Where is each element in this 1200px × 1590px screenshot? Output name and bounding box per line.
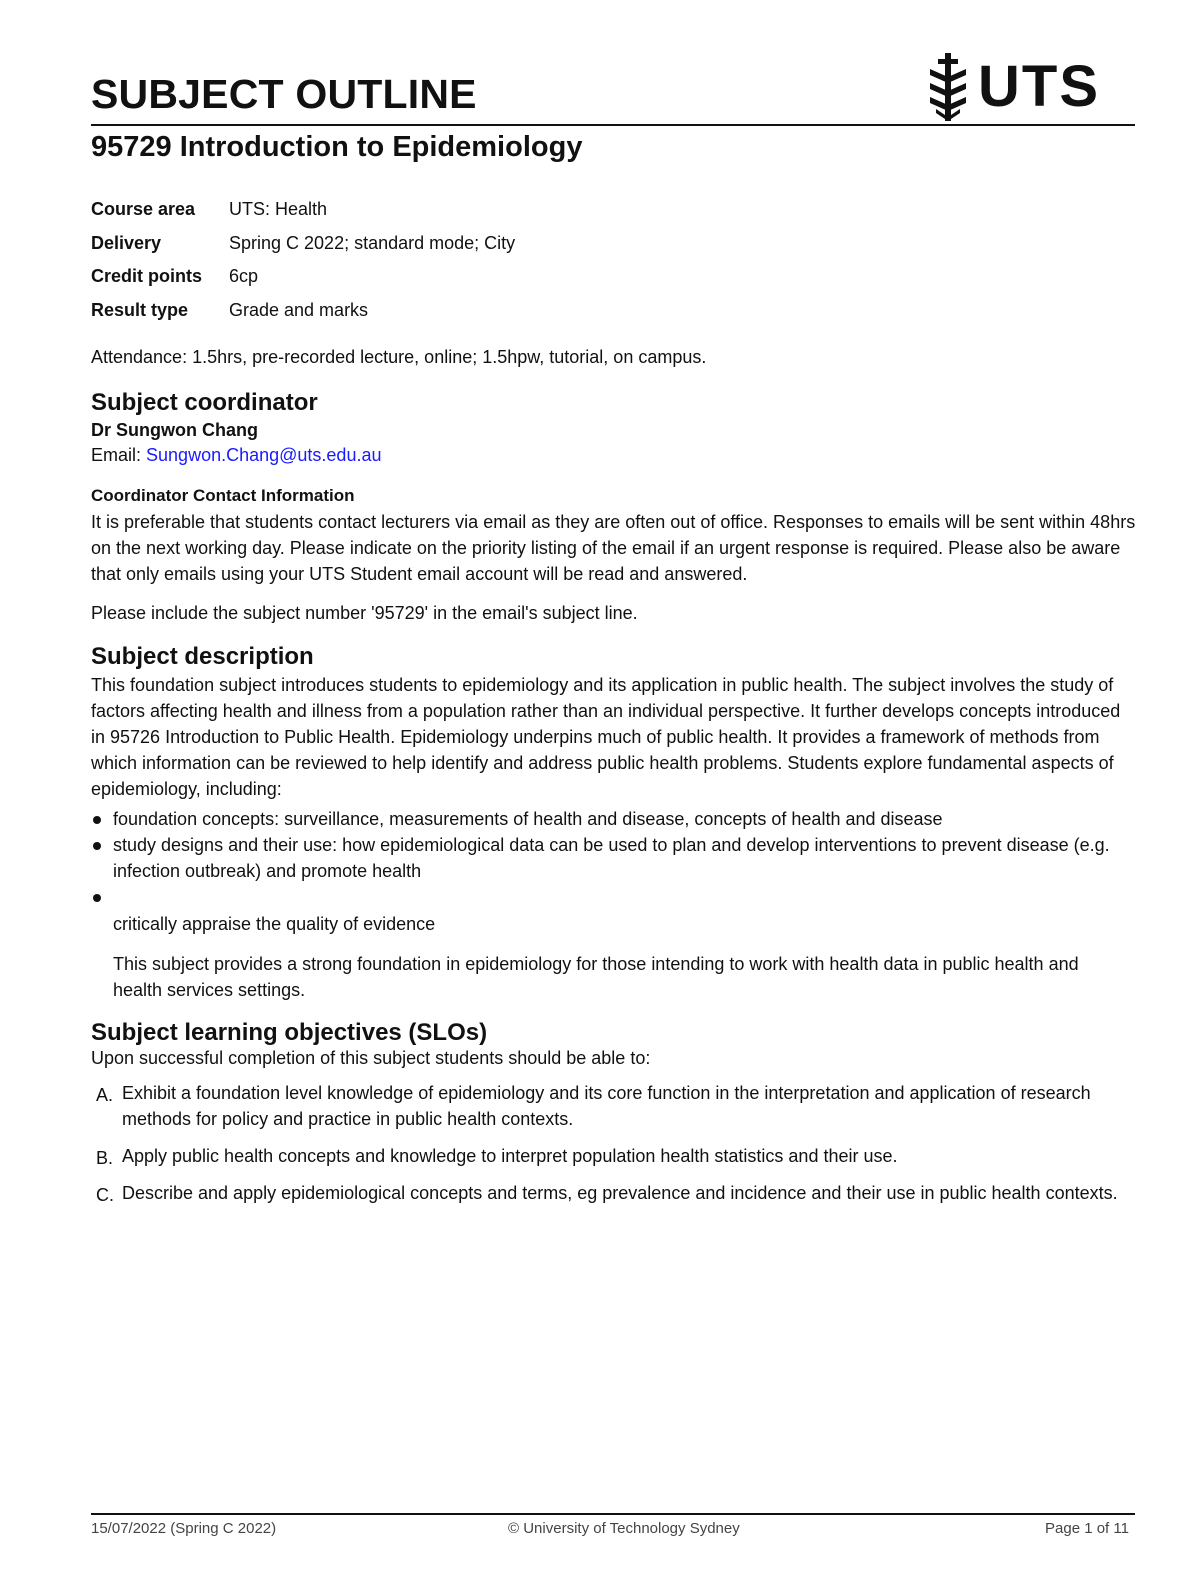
list-item — [91, 884, 1136, 910]
uts-logo-text: UTS — [978, 54, 1100, 119]
slo-letter: A. — [96, 1085, 114, 1105]
footer-divider — [91, 1513, 1135, 1515]
attendance-info: Attendance: 1.5hrs, pre-recorded lecture, online; 1.5hpw, tutorial, on campus. — [91, 347, 707, 367]
slo-heading: Subject learning objectives (SLOs) — [91, 1019, 488, 1046]
bullet-icon — [93, 894, 101, 902]
footer-date: 15/07/2022 (Spring C 2022) — [91, 1520, 277, 1537]
critical-appraisal-line: critically appraise the quality of evidence — [113, 914, 436, 934]
bullet-icon — [93, 842, 101, 850]
header-divider — [91, 124, 1135, 126]
list-item — [91, 1080, 1136, 1132]
footer-copyright: © University of Technology Sydney — [508, 1520, 740, 1537]
subject-meta-table — [91, 193, 515, 327]
coordinator-email-link[interactable]: Sungwon.Chang@uts.edu.au — [146, 445, 382, 465]
subject-title: 95729 Introduction to Epidemiology — [91, 131, 583, 163]
description-bullet-list — [91, 806, 1136, 910]
list-item — [91, 1180, 1136, 1206]
meta-label: Credit points — [91, 266, 202, 287]
coordinator-name: Dr Sungwon Chang — [91, 420, 258, 440]
list-item — [91, 806, 1136, 832]
description-text: This foundation subject introduces students to epidemiology and its application in public health. The subject involves the study of factors affecting health and illness from a population rather than an individual perspective. It further develops concepts introduced in 95726 Introduction to Public Health. Epidemiology underpins much of public health. It provides a framework of methods from which information can be reviewed to help identify and address public health problems. Students explore fundamental aspects of epidemiology, including: — [91, 675, 1121, 799]
uts-crest-icon — [926, 53, 970, 121]
meta-label: Result type — [91, 299, 189, 320]
email-label: Email: — [91, 445, 142, 465]
meta-row-delivery — [91, 227, 515, 261]
slo-text: Apply public health concepts and knowledge to interpret population health statistics and their use. — [122, 1146, 898, 1166]
contact-info-text: It is preferable that students contact lecturers via email as they are often out of office. Responses to emails will be sent within 48hrs on the next working day. Please indicate on the priority listing of the email if an urgent response is required. Please also be aware that only emails using your UTS Student email account will be read and answered. — [91, 512, 1136, 584]
uts-logo — [926, 52, 1100, 122]
slo-intro: Upon successful completion of this subject students should be able to: — [91, 1048, 651, 1068]
bullet-icon — [93, 816, 101, 824]
bullet-text: foundation concepts: surveillance, measurements of health and disease, concepts of health and disease — [113, 809, 943, 829]
meta-value: UTS: Health — [229, 199, 328, 220]
meta-value: 6cp — [229, 266, 259, 287]
slo-letter: B. — [96, 1148, 114, 1168]
subject-line-note: Please include the subject number '95729' in the email's subject line. — [91, 603, 638, 623]
slo-text: Exhibit a foundation level knowledge of epidemiology and its core function in the interpretation and application of research methods for policy and practice in public health contexts. — [122, 1083, 1091, 1129]
footer-page-number: Page 1 of 11 — [1045, 1520, 1129, 1537]
list-item — [91, 832, 1136, 884]
list-item — [91, 1143, 1136, 1169]
coordinator-email-line — [91, 445, 381, 466]
meta-row-result-type — [91, 294, 515, 328]
document-title: SUBJECT OUTLINE — [91, 71, 477, 117]
meta-label: Course area — [91, 199, 196, 220]
meta-label: Delivery — [91, 232, 162, 253]
meta-value: Spring C 2022; standard mode; City — [229, 232, 516, 253]
meta-row-credit-points — [91, 260, 515, 294]
slo-list — [91, 1080, 1136, 1217]
contact-info-heading: Coordinator Contact Information — [91, 486, 355, 505]
coordinator-heading: Subject coordinator — [91, 389, 318, 416]
meta-value: Grade and marks — [229, 299, 369, 320]
description-heading: Subject description — [91, 643, 314, 670]
bullet-text: study designs and their use: how epidemiological data can be used to plan and develop interventions to prevent disease (e.g. infection outbreak) and promote health — [113, 835, 1110, 881]
slo-text: Describe and apply epidemiological concepts and terms, eg prevalence and incidence and their use in public health contexts. — [122, 1183, 1118, 1203]
slo-letter: C. — [96, 1185, 114, 1205]
meta-row-course-area — [91, 193, 515, 227]
description-closing: This subject provides a strong foundation in epidemiology for those intending to work with health data in public health and health services settings. — [113, 954, 1079, 1000]
